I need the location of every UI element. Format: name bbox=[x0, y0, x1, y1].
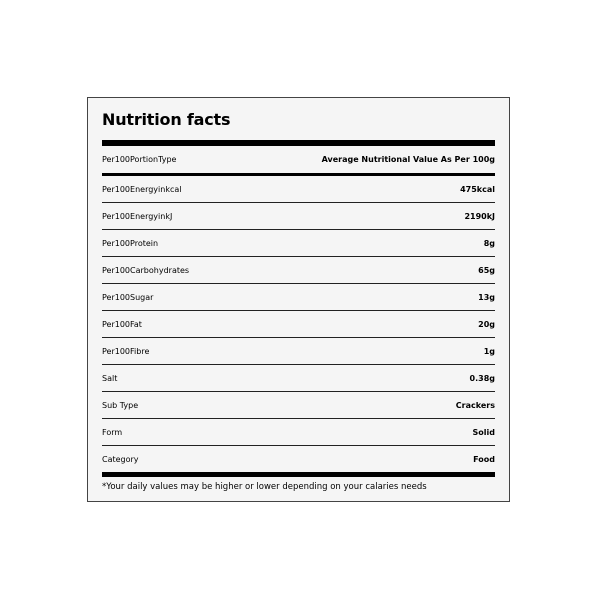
row-label: Per100Protein bbox=[102, 238, 159, 248]
table-row bbox=[102, 419, 495, 446]
row-value: 0.38g bbox=[469, 373, 495, 383]
row-value: 65g bbox=[478, 265, 495, 275]
row-value: 8g bbox=[483, 238, 495, 248]
row-value: 13g bbox=[478, 292, 495, 302]
row-value: 475kcal bbox=[460, 184, 495, 194]
row-value: Crackers bbox=[455, 400, 495, 410]
footnote: *Your daily values may be higher or lower depending on your calaries needs bbox=[102, 482, 427, 492]
table-header-row bbox=[102, 146, 495, 173]
row-label: Sub Type bbox=[102, 400, 139, 410]
row-label: Form bbox=[102, 427, 123, 437]
table-row bbox=[102, 176, 495, 203]
row-value: 1g bbox=[483, 346, 495, 356]
table-row bbox=[102, 230, 495, 257]
row-label: Per100EnergyinkJ bbox=[102, 211, 173, 221]
header-value: Average Nutritional Value As Per 100g bbox=[321, 155, 495, 164]
table-row bbox=[102, 284, 495, 311]
nutrition-facts-panel bbox=[87, 97, 510, 502]
table-row bbox=[102, 311, 495, 338]
row-label: Per100Fibre bbox=[102, 346, 150, 356]
row-value: 2190kJ bbox=[464, 211, 495, 221]
table-row bbox=[102, 257, 495, 284]
table-row bbox=[102, 392, 495, 419]
thick-divider bbox=[102, 472, 495, 477]
row-label: Per100Sugar bbox=[102, 292, 154, 302]
row-value: Solid bbox=[472, 427, 495, 437]
table-row bbox=[102, 446, 495, 472]
row-label: Per100Carbohydrates bbox=[102, 265, 190, 275]
table-row bbox=[102, 338, 495, 365]
row-value: 20g bbox=[478, 319, 495, 329]
row-label: Category bbox=[102, 454, 139, 464]
header-label: Per100PortionType bbox=[102, 155, 177, 164]
row-label: Per100Fat bbox=[102, 319, 142, 329]
page-title: Nutrition facts bbox=[102, 110, 231, 129]
row-label: Salt bbox=[102, 373, 118, 383]
row-label: Per100Energyinkcal bbox=[102, 184, 182, 194]
table-row bbox=[102, 365, 495, 392]
table-row bbox=[102, 203, 495, 230]
row-value: Food bbox=[473, 454, 495, 464]
